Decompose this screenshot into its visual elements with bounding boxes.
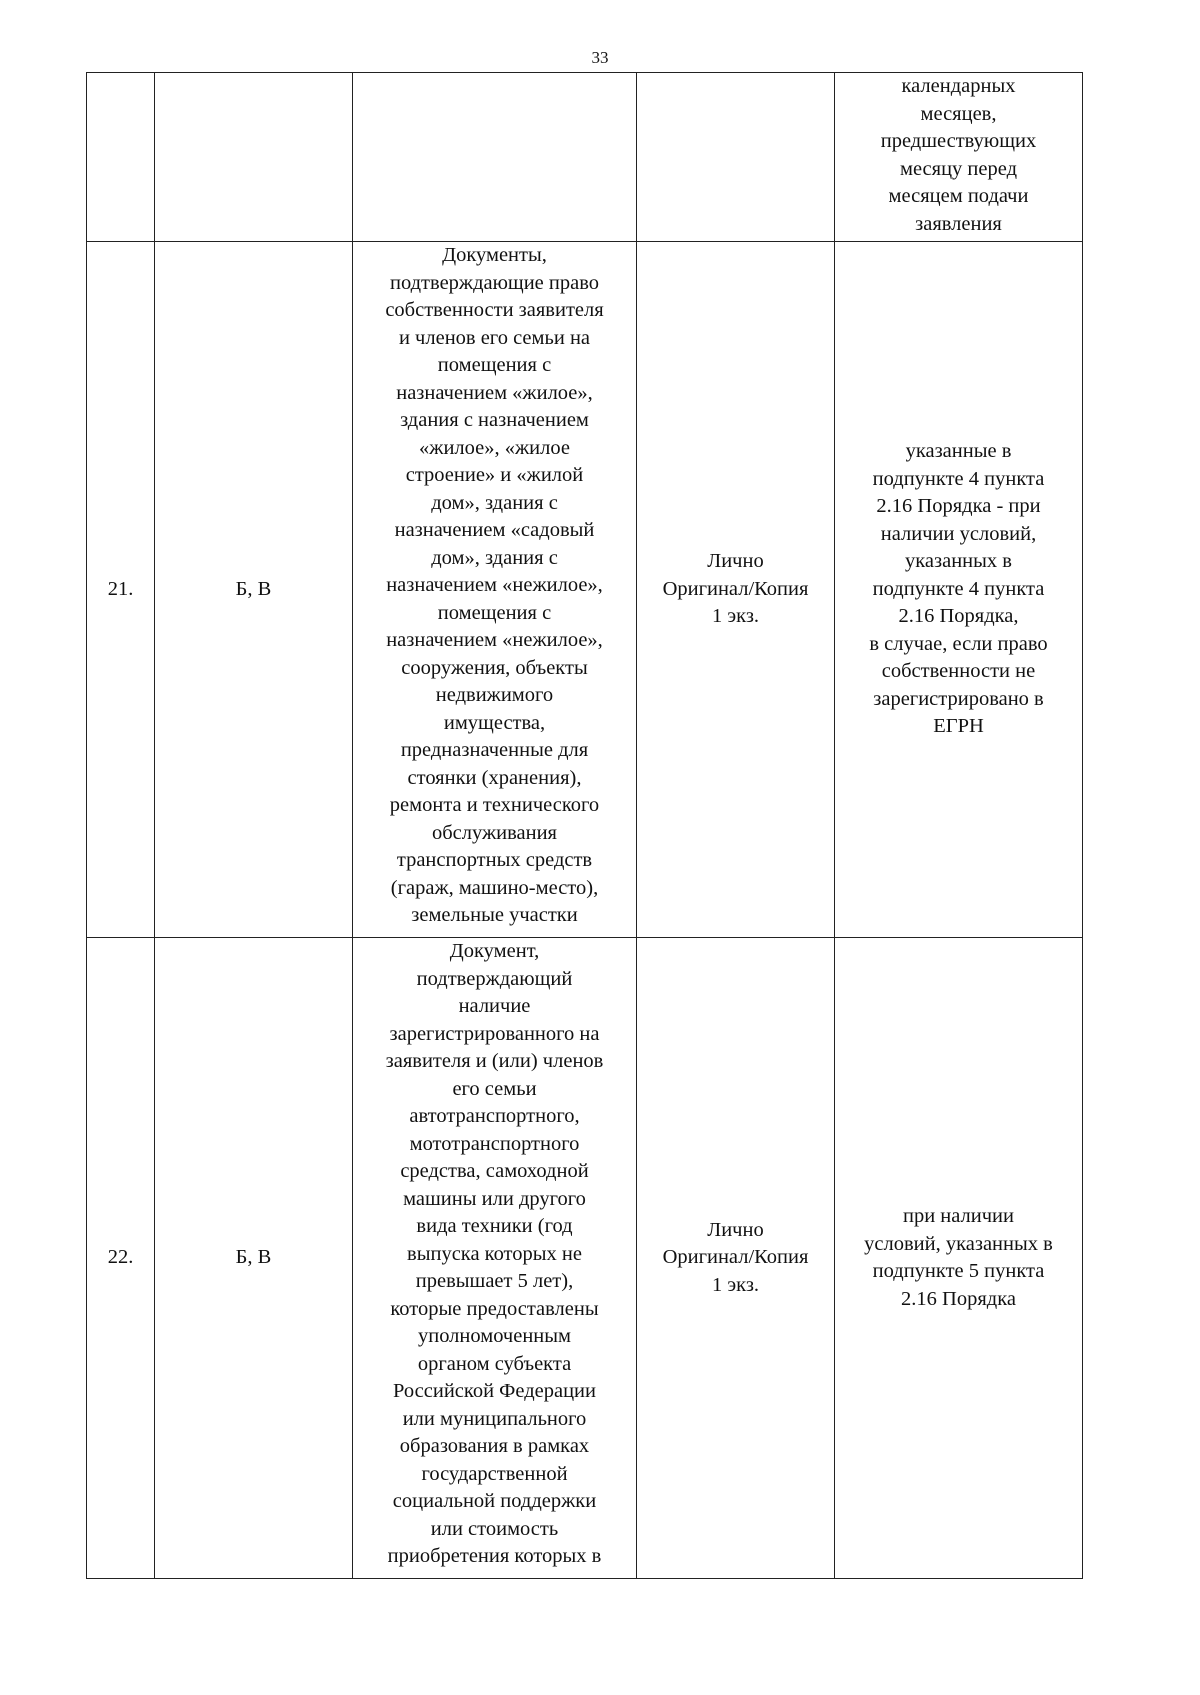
- cell-text-line: подтверждающие право: [389, 271, 600, 294]
- cell-text-line: помещения с: [437, 354, 552, 376]
- cell-text-line: дом», здания с: [431, 491, 558, 514]
- cell-text-line: подтверждающий: [416, 967, 573, 990]
- method-cell: [637, 73, 835, 242]
- cell-text-line: или стоимость: [430, 1517, 559, 1540]
- document-cell: [353, 938, 637, 1579]
- conditions-cell: [835, 938, 1083, 1579]
- cell-text-line: наличие: [458, 995, 531, 1017]
- category-cell: Б, В: [155, 938, 353, 1579]
- table-row-continuation: [87, 73, 1083, 242]
- cell-text-line: указанных в: [905, 550, 1012, 573]
- cell-text-line: назначением «нежилое»,: [386, 574, 603, 596]
- method-cell: [637, 242, 835, 938]
- cell-text-line: транспортных средств: [396, 849, 593, 871]
- cell-text-line: Лично: [707, 550, 764, 573]
- cell-text-line: Документ,: [449, 940, 540, 962]
- cell-text-line: заявления: [915, 212, 1002, 235]
- document-cell: [353, 73, 637, 242]
- cell-text-line: назначением «жилое»,: [396, 381, 593, 404]
- cell-text-line: превышает 5 лет),: [415, 1270, 574, 1292]
- cell-text-line: 1 экз.: [711, 1273, 760, 1296]
- cell-text-line: зарегистрированного на: [389, 1022, 600, 1045]
- cell-text-line: наличии условий,: [880, 522, 1037, 545]
- cell-text-line: или муниципального: [402, 1407, 587, 1430]
- cell-text-line: недвижимого: [435, 684, 554, 706]
- cell-text-line: стоянки (хранения),: [407, 766, 582, 789]
- cell-text-line: подпункте 4 пункта: [872, 467, 1045, 490]
- category-cell: Б, В: [155, 242, 353, 938]
- cell-text-line: собственности не: [881, 660, 1036, 683]
- conditions-cell: [835, 73, 1083, 242]
- cell-text-line: подпункте 5 пункта: [872, 1260, 1045, 1282]
- cell-text-line: в случае, если право: [869, 632, 1048, 655]
- cell-text-line: месяцев,: [920, 102, 997, 125]
- cell-text-line: имущества,: [443, 711, 546, 734]
- cell-text-line: Оригинал/Копия: [662, 1246, 809, 1269]
- page-number: 33: [591, 48, 609, 67]
- cell-text-line: 2.16 Порядка: [901, 1287, 1016, 1310]
- cell-text-line: дом», здания с: [431, 546, 558, 569]
- cell-text-line: «жилое», «жилое: [419, 436, 570, 459]
- cell-text-line: ремонта и технического: [389, 794, 600, 816]
- cell-text-line: 2.16 Порядка - при: [876, 495, 1041, 518]
- cell-text-line: выпуска которых не: [407, 1242, 582, 1265]
- cell-text-line: Документы,: [442, 244, 547, 266]
- cell-text-line: календарных: [901, 75, 1016, 97]
- cell-text-line: вида техники (год: [416, 1215, 573, 1237]
- cell-text-line: автотранспортного,: [409, 1105, 580, 1127]
- table-row-22: [87, 938, 1083, 1579]
- cell-text-line: месяцу перед: [899, 157, 1018, 180]
- method-cell: [637, 938, 835, 1579]
- cell-text-line: 2.16 Порядка,: [898, 605, 1019, 628]
- cell-text-line: мототранспортного: [409, 1132, 580, 1155]
- cell-text-line: социальной поддержки: [392, 1490, 597, 1512]
- cell-text-line: зарегистрировано в: [873, 687, 1044, 710]
- cell-text-line: условий, указанных в: [864, 1232, 1053, 1255]
- cell-text-line: уполномоченным: [417, 1325, 572, 1347]
- cell-text-line: машины или другого: [403, 1187, 586, 1210]
- documents-table: [86, 72, 1083, 1579]
- cell-text-line: заявителя и (или) членов: [385, 1050, 604, 1072]
- cell-text-line: Лично: [707, 1218, 764, 1241]
- conditions-cell: [835, 242, 1083, 938]
- cell-text-line: собственности заявителя: [385, 299, 604, 321]
- cell-text-line: органом субъекта: [417, 1352, 572, 1375]
- cell-text-line: средства, самоходной: [400, 1160, 589, 1182]
- cell-text-line: образования в рамках: [399, 1435, 590, 1457]
- document-cell: [353, 242, 637, 938]
- cell-text-line: приобретения которых в: [387, 1545, 602, 1567]
- cell-text-line: назначением «нежилое»,: [386, 629, 603, 651]
- category-cell: [155, 73, 353, 242]
- row-number-cell: [87, 73, 155, 242]
- cell-text-line: месяцем подачи: [888, 185, 1029, 207]
- row-number-cell: 21.: [87, 242, 155, 938]
- cell-text-line: которые предоставлены: [390, 1297, 599, 1320]
- cell-text-line: и членов его семьи на: [398, 326, 591, 349]
- cell-text-line: Оригинал/Копия: [662, 577, 809, 600]
- cell-text-line: предназначенные для: [400, 739, 589, 761]
- cell-text-line: предшествующих: [880, 130, 1037, 152]
- cell-text-line: здания с назначением: [400, 409, 589, 431]
- table-row-21: [87, 242, 1083, 938]
- cell-text-line: ЕГРН: [933, 715, 984, 738]
- cell-text-line: его семьи: [452, 1077, 537, 1100]
- cell-text-line: помещения с: [437, 601, 552, 624]
- cell-text-line: обслуживания: [431, 821, 557, 844]
- cell-text-line: 1 экз.: [711, 605, 760, 628]
- cell-text-line: строение» и «жилой: [405, 464, 584, 486]
- cell-text-line: при наличии: [902, 1205, 1015, 1227]
- cell-text-line: Российской Федерации: [393, 1380, 596, 1402]
- cell-text-line: указанные в: [905, 440, 1012, 463]
- cell-text-line: назначением «садовый: [394, 519, 595, 541]
- cell-text-line: государственной: [421, 1462, 568, 1485]
- cell-text-line: (гараж, машино-место),: [390, 876, 599, 899]
- cell-text-line: земельные участки: [411, 904, 578, 926]
- row-number-cell: 22.: [87, 938, 155, 1579]
- cell-text-line: сооружения, объекты: [401, 656, 588, 679]
- cell-text-line: подпункте 4 пункта: [872, 577, 1045, 600]
